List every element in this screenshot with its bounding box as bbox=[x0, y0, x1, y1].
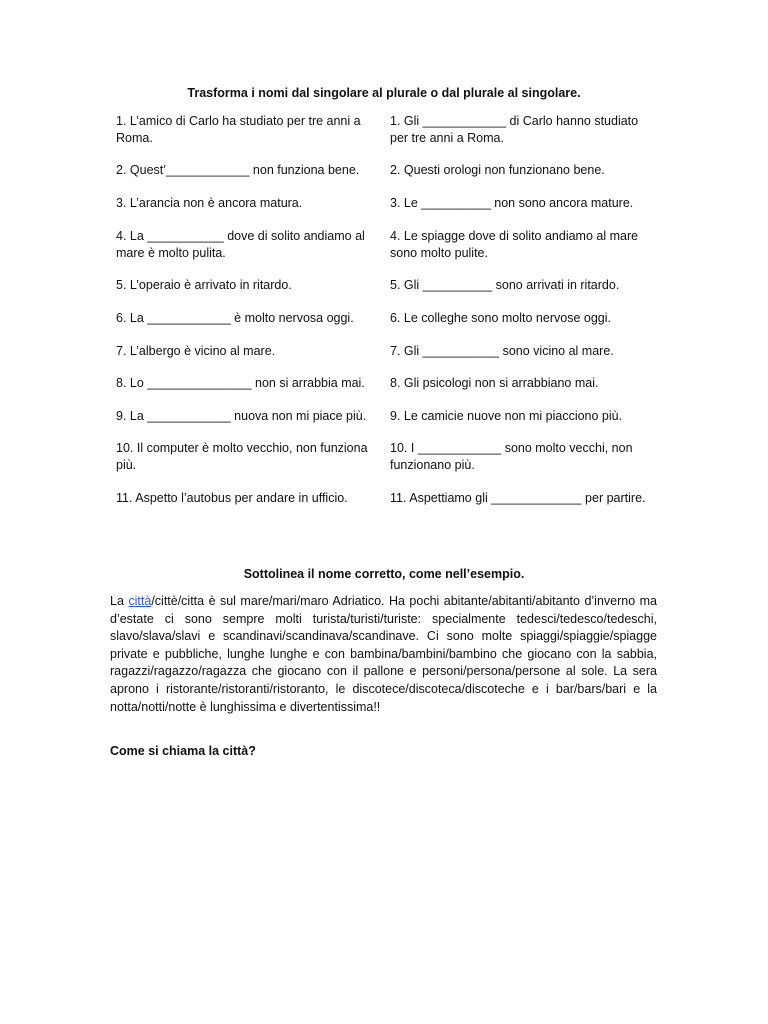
exercise1-right-item-10: 10. I ____________ sono molto vecchi, non funzionano più. bbox=[390, 441, 633, 472]
exercise1-left-item-9: 9. La ____________ nuova non mi piace più. bbox=[116, 409, 367, 423]
exercise1-title: Trasforma i nomi dal singolare al plurale o dal plurale al singolare. bbox=[187, 86, 581, 100]
exercise1-left-item-1: 1. L’amico di Carlo ha studiato per tre anni a Roma. bbox=[116, 114, 361, 145]
exercise1-right-item-11: 11. Aspettiamo gli _____________ per partire. bbox=[390, 491, 646, 505]
exercise2-title: Sottolinea il nome corretto, come nell’esempio. bbox=[243, 567, 525, 581]
exercise1-left-item-3: 3. L’arancia non è ancora matura. bbox=[116, 196, 303, 210]
exercise1-left-item-10: 10. Il computer è molto vecchio, non funziona più. bbox=[116, 441, 368, 472]
exercise1-right-item-6: 6. Le colleghe sono molto nervose oggi. bbox=[390, 311, 611, 325]
exercise1-right-item-3: 3. Le __________ non sono ancora mature. bbox=[390, 196, 634, 210]
exercise1-left-item-11: 11. Aspetto l’autobus per andare in ufficio. bbox=[116, 491, 348, 505]
exercise1-left-item-5: 5. L’operaio è arrivato in ritardo. bbox=[116, 278, 292, 292]
exercise1-right-item-5: 5. Gli __________ sono arrivati in ritardo. bbox=[390, 278, 620, 292]
exercise1-left-item-7: 7. L’albergo è vicino al mare. bbox=[116, 344, 276, 358]
exercise2-question: Come si chiama la città? bbox=[110, 744, 256, 758]
example-underlined-word: città bbox=[128, 594, 152, 608]
exercise1-left-item-4: 4. La ___________ dove di solito andiamo al mare è molto pulita. bbox=[116, 229, 365, 260]
exercise2-paragraph bbox=[110, 593, 657, 716]
exercise1-right-item-9: 9. Le camicie nuove non mi piacciono più. bbox=[390, 409, 623, 423]
exercise1-right-item-1: 1. Gli ____________ di Carlo hanno studiato per tre anni a Roma. bbox=[390, 114, 639, 145]
paragraph-rest: /cittè/citta è sul mare/mari/maro Adriatico. Ha pochi abitante/abitanti/abitanto d’inverno ma d’estate ci sono sempre molti turista/turisti/turiste: specialmente tedesci/tedesco/tedeschi, slavo/slava/slavi e scandinavi/scandinava/scandinave. Ci sono molte spiaggi/spiaggie/spiagge private e pubbliche, lunghe lunghe e con bambina/bambini/bambino che giocano con la sabbia, ragazzi/ragazzo/ragazza che giocano con il pallone e personi/persona/persone al sole. La sera aprono i ristorante/ristoranti/ristoranto, le discotece/discoteca/discoteche e i bar/bars/bari e la notta/notti/notte è lunghissima e divertentissima!! bbox=[110, 594, 657, 714]
exercise1-right-item-4: 4. Le spiagge dove di solito andiamo al mare sono molto pulite. bbox=[390, 229, 639, 260]
exercise1-left-item-6: 6. La ____________ è molto nervosa oggi. bbox=[116, 311, 354, 325]
exercise1-left-item-2: 2. Quest’____________ non funziona bene. bbox=[116, 163, 360, 177]
exercise1-left-item-8: 8. Lo _______________ non si arrabbia mai. bbox=[116, 376, 365, 390]
exercise1-right-item-2: 2. Questi orologi non funzionano bene. bbox=[390, 163, 605, 177]
exercise1-right-item-7: 7. Gli ___________ sono vicino al mare. bbox=[390, 344, 614, 358]
exercise1-right-item-8: 8. Gli psicologi non si arrabbiano mai. bbox=[390, 376, 599, 390]
paragraph-start: La bbox=[110, 594, 129, 608]
